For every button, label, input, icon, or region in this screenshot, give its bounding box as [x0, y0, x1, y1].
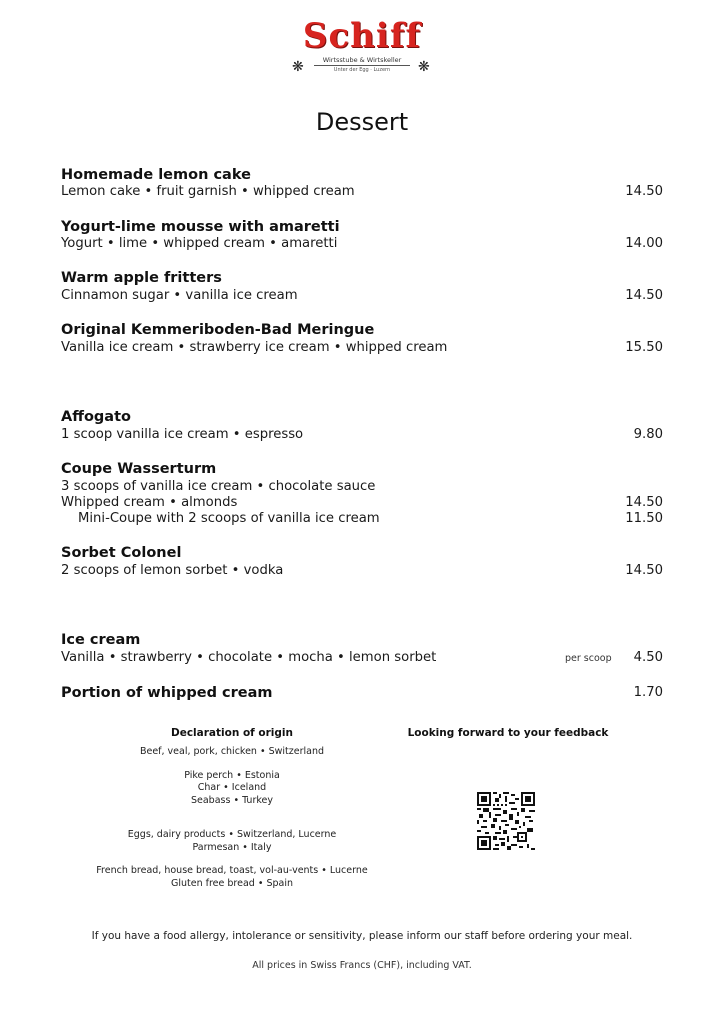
origin-line: Pike perch • Estonia — [184, 769, 280, 781]
item-variant-description: Mini-Coupe with 2 scoops of vanilla ice cream — [78, 511, 380, 526]
feedback-heading: Looking forward to your feedback — [407, 727, 609, 739]
page-title: Dessert — [315, 108, 409, 136]
origin-line: French bread, house bread, toast, vol-au-vents • Lucerne — [96, 865, 368, 876]
item-name: Warm apple fritters — [61, 270, 222, 286]
item-name: Coupe Wasserturm — [61, 461, 217, 477]
restaurant-logo — [286, 16, 438, 82]
item-description: 3 scoops of vanilla ice cream • chocolate sauce — [61, 479, 376, 494]
item-name: Portion of whipped cream — [61, 685, 273, 701]
item-price: 9.80 — [633, 427, 663, 442]
item-name: Sorbet Colonel — [61, 545, 182, 561]
item-price: 4.50 — [633, 650, 663, 665]
origin-line: Eggs, dairy products • Switzerland, Lucerne — [127, 829, 337, 840]
origin-line: Parmesan • Italy — [192, 841, 272, 853]
item-description: Cinnamon sugar • vanilla ice cream — [61, 288, 298, 303]
item-variant-price: 11.50 — [625, 511, 663, 526]
origin-line: Beef, veal, pork, chicken • Switzerland — [139, 746, 325, 757]
item-description: 1 scoop vanilla ice cream • espresso — [61, 427, 304, 442]
item-name: Affogato — [61, 409, 131, 425]
item-price: 15.50 — [625, 340, 663, 355]
declaration-heading: Declaration of origin — [171, 727, 293, 739]
item-name: Yogurt-lime mousse with amaretti — [61, 219, 340, 235]
item-price: 14.50 — [625, 184, 663, 199]
logo-location: Unter der Egg · Luzern — [333, 67, 391, 73]
ornament-icon: ❋ — [292, 59, 304, 75]
logo-subtitle: Wirtsstube & Wirtskeller — [314, 56, 410, 66]
declaration-of-origin — [60, 726, 404, 890]
item-price: 1.70 — [633, 685, 663, 700]
item-description: Vanilla ice cream • strawberry ice cream • whipped cream — [61, 340, 448, 355]
item-price: 14.00 — [625, 236, 663, 251]
item-description: Vanilla • strawberry • chocolate • mocha • lemon sorbet — [61, 650, 437, 665]
item-unit-note: per scoop — [565, 653, 612, 664]
item-price: 14.50 — [625, 288, 663, 303]
item-name: Ice cream — [61, 632, 141, 648]
item-description: 2 scoops of lemon sorbet • vodka — [61, 563, 284, 578]
ornament-icon: ❋ — [418, 59, 430, 75]
item-price: 14.50 — [625, 563, 663, 578]
item-description: Lemon cake • fruit garnish • whipped cream — [61, 184, 355, 199]
item-name: Original Kemmeriboden-Bad Meringue — [61, 322, 375, 338]
item-description: Yogurt • lime • whipped cream • amaretti — [61, 236, 338, 251]
allergy-note: If you have a food allergy, intolerance or sensitivity, please inform our staff before ordering your meal. — [91, 930, 633, 942]
origin-line: Gluten free bread • Spain — [171, 877, 293, 889]
item-price: 14.50 — [625, 495, 663, 510]
feedback-section — [396, 726, 620, 740]
vat-note: All prices in Swiss Francs (CHF), including VAT. — [252, 960, 472, 971]
item-description: Whipped cream • almonds — [61, 495, 238, 510]
origin-line: Char • Iceland — [197, 782, 267, 793]
qr-code-icon[interactable] — [477, 792, 535, 850]
item-name: Homemade lemon cake — [61, 167, 251, 183]
origin-line: Seabass • Turkey — [190, 794, 273, 806]
logo-name: Schiff — [302, 16, 422, 56]
